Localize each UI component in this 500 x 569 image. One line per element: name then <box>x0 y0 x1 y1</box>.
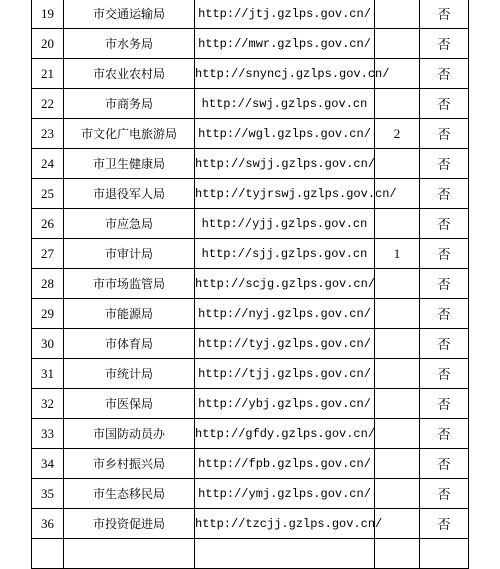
status-flag: 否 <box>420 149 469 179</box>
website-url: http://scjg.gzlps.gov.cn/ <box>195 269 375 299</box>
row-number: 27 <box>32 239 64 269</box>
website-url: http://tyjrswj.gzlps.gov.cn/ <box>195 179 375 209</box>
website-url: http://gfdy.gzlps.gov.cn/ <box>195 419 375 449</box>
issue-count: 1 <box>375 239 420 269</box>
issue-count <box>375 269 420 299</box>
issue-count <box>375 299 420 329</box>
issue-count <box>375 329 420 359</box>
issue-count <box>375 359 420 389</box>
status-flag: 否 <box>420 269 469 299</box>
status-flag: 否 <box>420 59 469 89</box>
row-number: 19 <box>32 0 64 29</box>
website-url: http://tjj.gzlps.gov.cn/ <box>195 359 375 389</box>
issue-count <box>375 539 420 569</box>
status-flag: 否 <box>420 509 469 539</box>
row-number: 30 <box>32 329 64 359</box>
agency-name: 市市场监管局 <box>64 269 195 299</box>
table-row <box>32 359 469 389</box>
agency-name: 市审计局 <box>64 239 195 269</box>
row-number: 25 <box>32 179 64 209</box>
agency-name: 市应急局 <box>64 209 195 239</box>
table-row <box>32 29 469 59</box>
table-row <box>32 119 469 149</box>
website-url: http://jtj.gzlps.gov.cn/ <box>195 0 375 29</box>
table-row <box>32 89 469 119</box>
row-number: 23 <box>32 119 64 149</box>
status-flag: 否 <box>420 449 469 479</box>
row-number: 26 <box>32 209 64 239</box>
issue-count <box>375 479 420 509</box>
website-url: http://fpb.gzlps.gov.cn/ <box>195 449 375 479</box>
issue-count <box>375 389 420 419</box>
status-flag: 否 <box>420 0 469 29</box>
issue-count <box>375 209 420 239</box>
table-row <box>32 209 469 239</box>
agency-name: 市体育局 <box>64 329 195 359</box>
row-number: 24 <box>32 149 64 179</box>
issue-count <box>375 149 420 179</box>
website-url: http://swj.gzlps.gov.cn <box>195 89 375 119</box>
status-flag: 否 <box>420 389 469 419</box>
issue-count: 2 <box>375 119 420 149</box>
issue-count <box>375 419 420 449</box>
agency-name: 市国防动员办 <box>64 419 195 449</box>
row-number: 35 <box>32 479 64 509</box>
status-flag: 否 <box>420 479 469 509</box>
table-row <box>32 299 469 329</box>
table-row <box>32 479 469 509</box>
website-url <box>195 539 375 569</box>
agency-name: 市医保局 <box>64 389 195 419</box>
table-row <box>32 59 469 89</box>
row-number: 29 <box>32 299 64 329</box>
website-url: http://sjj.gzlps.gov.cn <box>195 239 375 269</box>
issue-count <box>375 449 420 479</box>
status-flag: 否 <box>420 329 469 359</box>
row-number <box>32 539 64 569</box>
agency-name: 市投资促进局 <box>64 509 195 539</box>
row-number: 28 <box>32 269 64 299</box>
status-flag: 否 <box>420 29 469 59</box>
website-url: http://tyj.gzlps.gov.cn/ <box>195 329 375 359</box>
row-number: 22 <box>32 89 64 119</box>
agency-name: 市退役军人局 <box>64 179 195 209</box>
table-row <box>32 269 469 299</box>
status-flag: 否 <box>420 119 469 149</box>
status-flag: 否 <box>420 299 469 329</box>
agency-name: 市交通运输局 <box>64 0 195 29</box>
website-url: http://snyncj.gzlps.gov.cn/ <box>195 59 375 89</box>
row-number: 31 <box>32 359 64 389</box>
website-url: http://ybj.gzlps.gov.cn/ <box>195 389 375 419</box>
agency-name: 市水务局 <box>64 29 195 59</box>
website-url: http://mwr.gzlps.gov.cn/ <box>195 29 375 59</box>
table-body <box>32 0 469 569</box>
row-number: 34 <box>32 449 64 479</box>
status-flag: 否 <box>420 179 469 209</box>
table-row <box>32 329 469 359</box>
issue-count <box>375 29 420 59</box>
agency-name: 市文化广电旅游局 <box>64 119 195 149</box>
status-flag: 否 <box>420 359 469 389</box>
issue-count <box>375 89 420 119</box>
table-row <box>32 449 469 479</box>
website-url: http://yjj.gzlps.gov.cn <box>195 209 375 239</box>
table-row <box>32 419 469 449</box>
agency-name: 市生态移民局 <box>64 479 195 509</box>
agency-name: 市农业农村局 <box>64 59 195 89</box>
table-row <box>32 0 469 29</box>
table-row <box>32 389 469 419</box>
agency-name: 市能源局 <box>64 299 195 329</box>
agency-name: 市统计局 <box>64 359 195 389</box>
agency-name: 市卫生健康局 <box>64 149 195 179</box>
row-number: 21 <box>32 59 64 89</box>
row-number: 32 <box>32 389 64 419</box>
table-row <box>32 149 469 179</box>
website-url: http://ymj.gzlps.gov.cn/ <box>195 479 375 509</box>
status-flag: 否 <box>420 239 469 269</box>
row-number: 33 <box>32 419 64 449</box>
website-url: http://wgl.gzlps.gov.cn/ <box>195 119 375 149</box>
status-flag: 否 <box>420 209 469 239</box>
website-url: http://tzcjj.gzlps.gov.cn/ <box>195 509 375 539</box>
status-flag: 否 <box>420 419 469 449</box>
agency-website-table <box>31 0 469 569</box>
website-url: http://nyj.gzlps.gov.cn/ <box>195 299 375 329</box>
website-url: http://swjj.gzlps.gov.cn/ <box>195 149 375 179</box>
agency-name: 市乡村振兴局 <box>64 449 195 479</box>
row-number: 20 <box>32 29 64 59</box>
status-flag: 否 <box>420 89 469 119</box>
issue-count <box>375 0 420 29</box>
table-row <box>32 239 469 269</box>
table-row <box>32 509 469 539</box>
agency-name <box>64 539 195 569</box>
table-row <box>32 179 469 209</box>
row-number: 36 <box>32 509 64 539</box>
agency-name: 市商务局 <box>64 89 195 119</box>
status-flag <box>420 539 469 569</box>
table-row <box>32 539 469 569</box>
